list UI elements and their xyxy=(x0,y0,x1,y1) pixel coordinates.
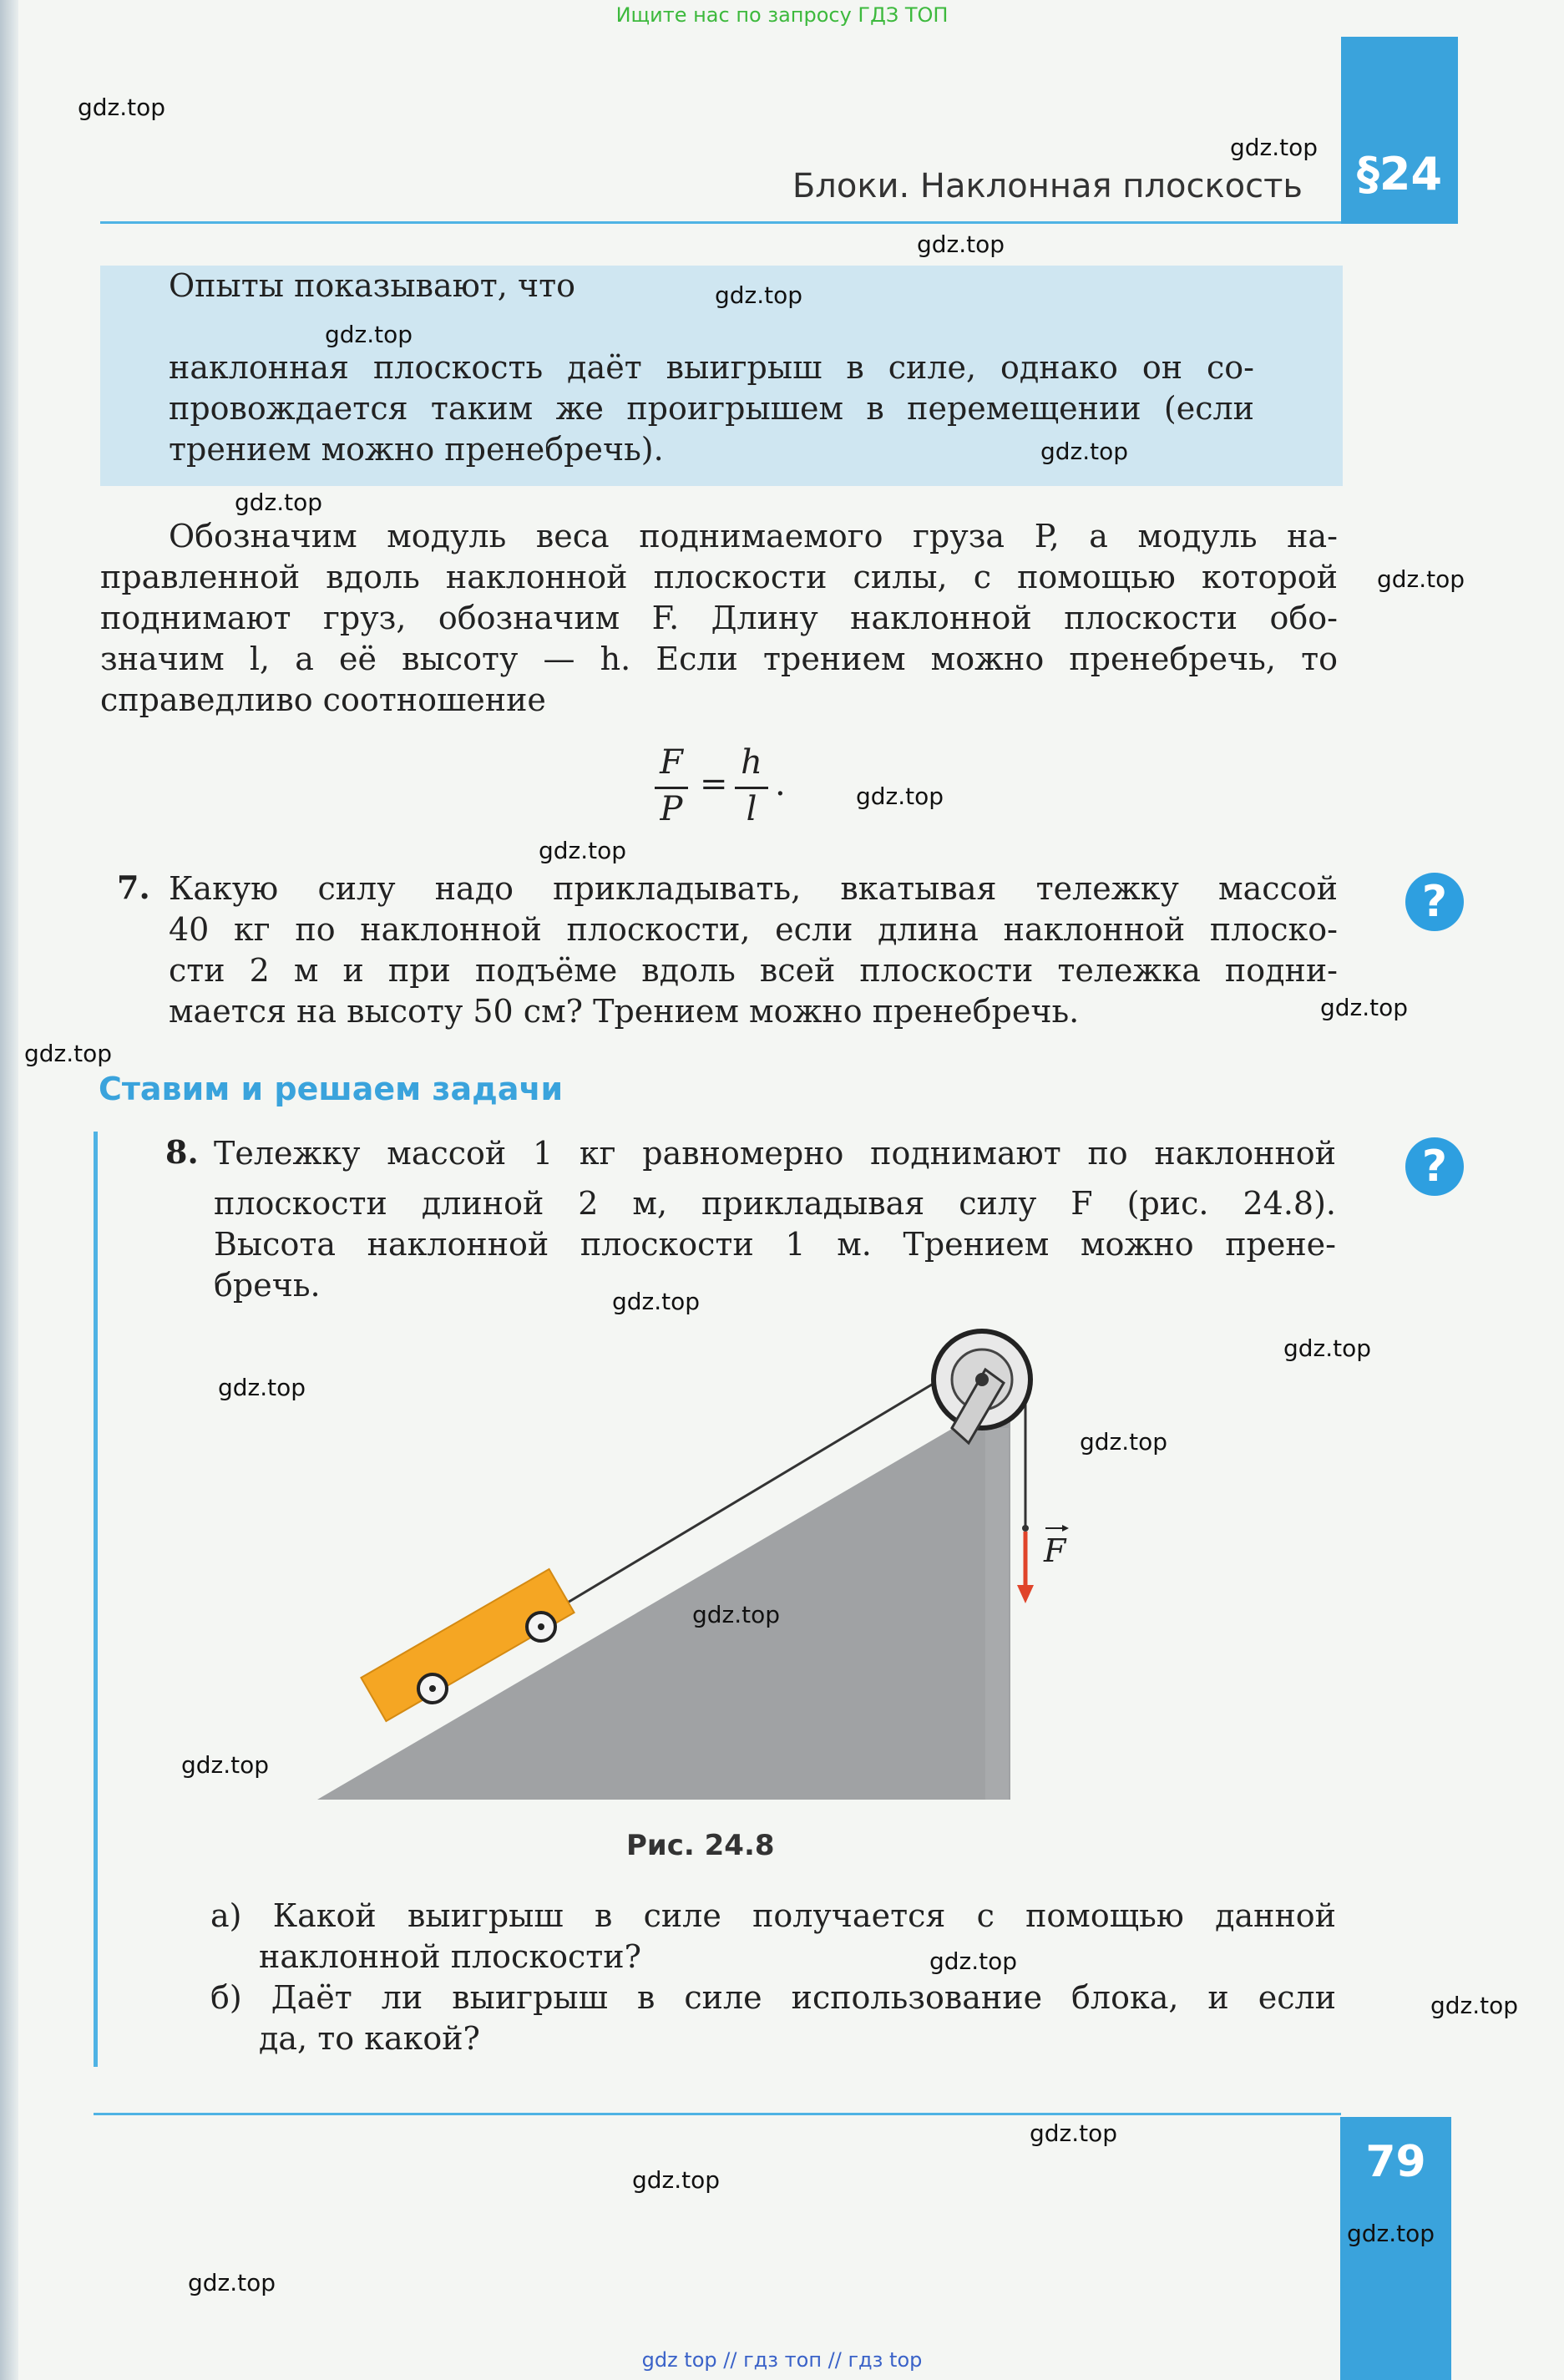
watermark: gdz.top xyxy=(1283,1334,1372,1362)
force-origin xyxy=(1022,1525,1029,1532)
page-number: 79 xyxy=(1365,2137,1426,2187)
watermark: gdz.top xyxy=(235,489,323,516)
watermark: gdz.top xyxy=(325,321,413,348)
pulley-stand xyxy=(985,1428,1009,1800)
watermark: gdz.top xyxy=(1377,565,1465,593)
header-divider xyxy=(100,221,1341,224)
watermark: gdz.top xyxy=(1320,994,1409,1021)
vector-arrowhead xyxy=(1062,1525,1069,1532)
task-line: мается на высоту 50 см? Трением можно пренебречь. xyxy=(169,993,1080,1030)
cart-wheel-hub xyxy=(538,1623,544,1630)
denominator-l: l xyxy=(746,790,757,828)
subquestion-b: б) Даёт ли выигрыш в силе использование блока, и если xyxy=(210,1979,1336,2016)
numerator-F: F xyxy=(660,743,683,782)
body-line: поднимают груз, обозначим F. Длину наклонной плоскости обо- xyxy=(100,600,1338,636)
task-line: сти 2 м и при подъёме вдоль всей плоскости тележка подни- xyxy=(169,952,1338,989)
question-icon[interactable]: ? xyxy=(1405,1137,1464,1196)
fraction-bar xyxy=(655,787,688,789)
figure-incline-pulley xyxy=(317,1303,1069,1812)
watermark: gdz.top xyxy=(539,837,627,864)
body-line: значим l, а её высоту — h. Если трением можно пренебречь, то xyxy=(100,641,1338,677)
section-heading: Ставим и решаем задачи xyxy=(99,1071,564,1107)
watermark: gdz.top xyxy=(24,1040,113,1067)
question-icon[interactable]: ? xyxy=(1405,873,1464,931)
body-line: Обозначим модуль веса поднимаемого груза P, а модуль на- xyxy=(169,518,1338,554)
incline-plane xyxy=(317,1395,1010,1800)
callout-line: наклонная плоскость даёт выигрыш в силе, однако он со- xyxy=(169,349,1254,386)
body-paragraph xyxy=(100,516,1338,733)
watermark: gdz.top xyxy=(1347,2220,1435,2247)
watermark: gdz.top xyxy=(1230,134,1319,161)
cart-wheel-hub xyxy=(429,1685,436,1692)
numerator-h: h xyxy=(741,743,762,782)
denominator-P: P xyxy=(660,790,683,828)
watermark: gdz.top xyxy=(856,782,944,810)
force-label: F xyxy=(1044,1532,1066,1569)
task-line: Высота наклонной плоскости 1 м. Трением можно прене- xyxy=(214,1226,1336,1263)
subquestion-a: а) Какой выигрыш в силе получается с помощью данной xyxy=(210,1897,1336,1934)
callout-line: трением можно пренебречь). xyxy=(169,431,664,468)
task-8-subquestions xyxy=(210,1896,1336,2071)
formula-period: . xyxy=(775,765,786,803)
task-line: 40 кг по наклонной плоскости, если длина наклонной плоско- xyxy=(169,911,1338,948)
task-line: бречь. xyxy=(214,1267,321,1304)
pulley-axle xyxy=(975,1373,989,1386)
body-line: справедливо соотношение xyxy=(100,681,546,718)
task-side-bar xyxy=(94,1132,98,2067)
watermark: gdz.top xyxy=(715,281,803,309)
force-arrow-head xyxy=(1017,1585,1034,1603)
task-number: 8. xyxy=(165,1133,199,1171)
watermark: gdz.top xyxy=(1040,438,1129,465)
task-line: плоскости длиной 2 м, прикладывая силу F (рис. 24.8). xyxy=(214,1185,1336,1222)
callout-line: Опыты показывают, что xyxy=(169,267,575,304)
footer-divider xyxy=(94,2113,1341,2115)
subquestion-a-cont: наклонной плоскости? xyxy=(259,1938,641,1975)
page-number-tab xyxy=(1340,2117,1451,2380)
task-line: Какую силу надо прикладывать, вкатывая тележку массой xyxy=(169,870,1338,907)
watermark: gdz.top xyxy=(612,1288,701,1315)
watermark: gdz.top xyxy=(78,94,166,121)
section-tab xyxy=(1341,37,1458,224)
page-title: Блоки. Наклонная плоскость xyxy=(792,167,1303,205)
watermark: gdz.top xyxy=(1430,1992,1519,2019)
watermark: gdz.top xyxy=(188,2269,276,2296)
watermark: gdz.top xyxy=(632,2166,721,2194)
watermark: gdz.top xyxy=(1080,1428,1168,1456)
figure-caption: Рис. 24.8 xyxy=(626,1829,775,1862)
body-line: правленной вдоль наклонной плоскости силы, с помощью которой xyxy=(100,559,1338,595)
watermark: gdz.top xyxy=(218,1374,306,1401)
promo-banner-top[interactable]: Ищите нас по запросу ГДЗ ТОП xyxy=(615,3,949,27)
fraction-bar xyxy=(735,787,768,789)
task-7 xyxy=(117,868,1338,1036)
callout-line: провождается таким же проигрышем в перемещении (если xyxy=(169,390,1254,427)
subquestion-b-cont: да, то какой? xyxy=(259,2020,480,2057)
task-line: Тележку массой 1 кг равномерно поднимают по наклонной xyxy=(214,1135,1336,1172)
watermark: gdz.top xyxy=(692,1601,781,1628)
equals-sign: = xyxy=(700,765,728,803)
section-number: §24 xyxy=(1356,148,1443,200)
watermark: gdz.top xyxy=(929,1947,1018,1975)
page-binding-shadow xyxy=(0,0,18,2380)
watermark: gdz.top xyxy=(181,1751,270,1779)
watermark: gdz.top xyxy=(917,230,1005,258)
task-number: 7. xyxy=(117,868,150,906)
watermark: gdz.top xyxy=(1030,2119,1118,2147)
formula-ratio xyxy=(651,743,818,835)
promo-banner-bottom[interactable]: gdz top // гдз топ // гдз top xyxy=(641,2348,923,2372)
